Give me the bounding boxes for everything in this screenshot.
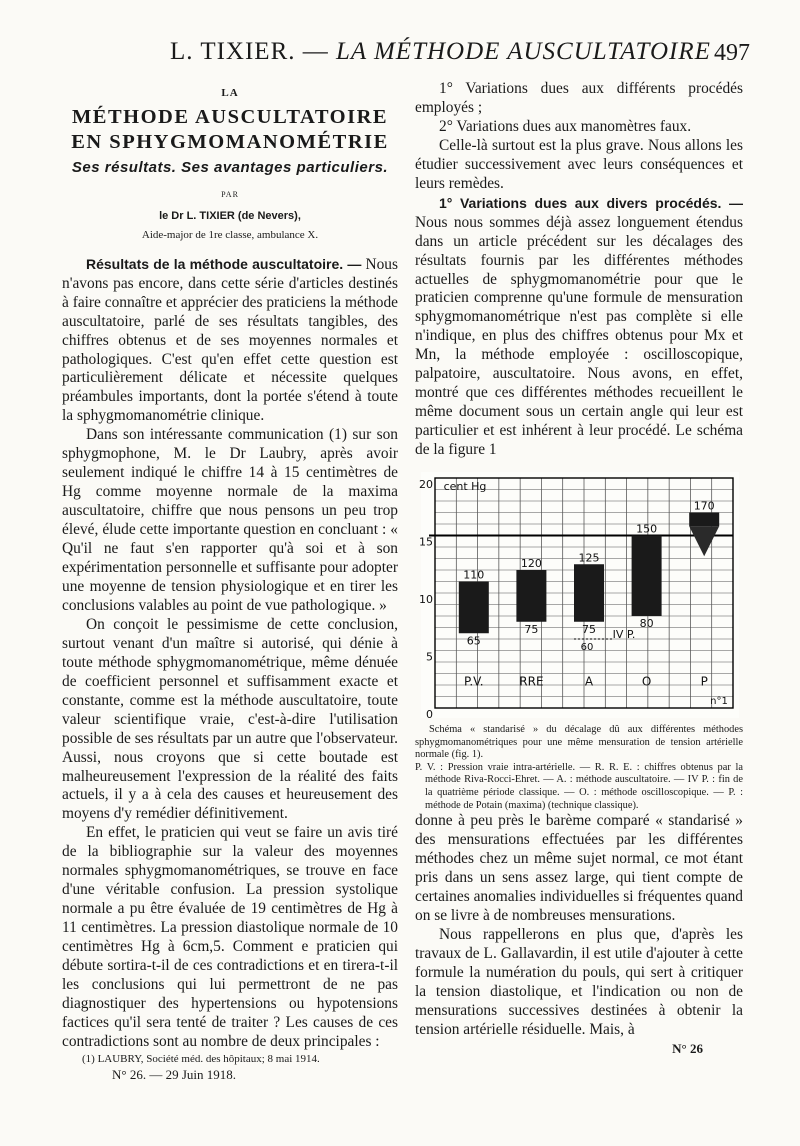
running-dash: — bbox=[302, 38, 329, 65]
article-affiliation: Aide-major de 1re classe, ambulance X. bbox=[141, 228, 319, 241]
caption-main: Schéma « standarisé » du décalage dû aux différentes méthodes sphygmomanométriques pour une même mensuration de tension artérielle normale (fig. 1). bbox=[415, 724, 743, 761]
bar-top-label: 120 bbox=[520, 557, 542, 571]
bar-a bbox=[574, 564, 604, 622]
figure-caption bbox=[415, 724, 743, 812]
bar-pv bbox=[459, 582, 489, 634]
section-heading-variations: 1° Variations dues aux divers procédés. — bbox=[439, 194, 743, 211]
footnote: (1) LAUBRY, Société méd. des hôpitaux; 8 mai 1914. bbox=[82, 1052, 320, 1065]
y-tick-label: 10 bbox=[419, 593, 433, 607]
list-item-2: 2° Variations dues aux manomètres faux. bbox=[439, 117, 692, 135]
bar-bottom-label: 75 bbox=[524, 622, 539, 636]
paragraph-5-text: Nous nous sommes déjà assez longuement étendus dans un article précédent sur les décalages des résultats fournis par les différentes méthodes actuelles de sphygmomanométrie pour que le praticien comprenne qu'une formule de mensuration sphygmomanométrique n'est pas complète si elle n'indique, en plus des chiffres obtenus pour Mx et Mn, la méthode employée : oscilloscopique, palpatoire, auscultatoire. Nous avons, en effet, montré que ces différentes méthodes recueillent le même document sous un certain angle qui leur est particulier et est inhérent à leur procédé. Le schéma de la figure 1 bbox=[415, 213, 743, 459]
paragraph-2: Dans son intéressante communication (1) sur son sphygmophone, M. le Dr Laubry, après avoir seulement indiqué le chiffre 14 à 15 centimètres de Hg comme moyenne normale de la maxima auscultatoire, chiffre que nous pensons un peu trop élevé, élude cette importante question en concluant : « Qu'il ne faut s'en rapporter qu'à soi et à son expérimentation personnelle et suffisante pour adopter une moyenne de tension physiologique et en tirer les conclusions valables au point de vue pathologique. » bbox=[62, 426, 398, 614]
paragraph-5 bbox=[415, 194, 743, 460]
article-title-line1: MÉTHODE AUSCULTATOIRE bbox=[71, 105, 389, 128]
y-tick-label: 15 bbox=[419, 535, 433, 549]
chart-title: cent Hg bbox=[443, 480, 487, 494]
ivp-label: IV P. bbox=[612, 628, 636, 642]
paragraph-4: En effet, le praticien qui veut se faire un avis tiré de la bibliographie sur la valeur des moyennes normales sphygmomanométriques, se trouve en face d'une véritable confusion. La pression systolique normale a pu être évaluée de 19 centimètres de Hg à 11 centimètres. La pression diastolique normale de 10 centimètres Hg à 6cm,5. Comment e praticien qui débute sortira-t-il de ces contradictions et en tirera-t-il les conclusions qui lui permettront de ne pas diagnostiquer des hypertensions ou hypotensions factices qu'il sera tenté de traiter ? Les causes de ces contradictions sont au nombre de deux principales : bbox=[62, 824, 398, 1050]
right-column bbox=[415, 80, 743, 1059]
bar-potain bbox=[689, 513, 719, 527]
bar-top-label: 170 bbox=[693, 499, 715, 513]
paragraph-1 bbox=[62, 255, 398, 427]
figure-1-chart bbox=[419, 472, 739, 722]
bar-bottom-label: 75 bbox=[582, 622, 596, 636]
category-label: A bbox=[584, 674, 594, 689]
article-title-line2: EN SPHYGMOMANOMÉTRIE bbox=[71, 130, 389, 153]
running-author: L. TIXIER. bbox=[170, 38, 296, 65]
paragraph-gravity: Celle-là surtout est la plus grave. Nous allons les étudier successivement avec leurs conséquences et leurs remèdes. bbox=[415, 136, 743, 192]
issue-date: N° 26. — 29 Juin 1918. bbox=[112, 1066, 237, 1082]
bar-top-label: 125 bbox=[578, 551, 600, 565]
article-la: LA bbox=[221, 87, 239, 99]
running-title bbox=[170, 38, 711, 66]
left-column bbox=[62, 80, 398, 1085]
category-label: P bbox=[700, 674, 708, 689]
paragraph-1-text: Nous n'avons pas encore, dans cette série d'articles destinés à faire connaître et apprécier des praticiens la méthode auscultatoire, parlé de ses résultats tangibles, des chiffres obtenus et de ses moyennes normales et pathologiques. C'est qu'en effet cette question est particulièrement délicate et nécessite quelques préambules importants, dont la portée s'étend à toute la sphygmomanométrie clinique. bbox=[62, 255, 398, 425]
category-label: RRE bbox=[519, 674, 544, 689]
bar-potain-taper bbox=[689, 526, 719, 556]
list-item-1: 1° Variations dues aux différents procédés employés ; bbox=[415, 80, 743, 116]
paragraph-7: Nous rappellerons en plus que, d'après les travaux de L. Gallavardin, il est utile d'ajouter à cette formule la numération du pouls, qui sert à critiquer la tension diastolique, et l'indication ou non de mensurations successives destinées à obtenir la tension artérielle résiduelle. Mais, à bbox=[415, 925, 743, 1038]
bar-bottom-label: 80 bbox=[639, 617, 654, 631]
article-subtitle: Ses résultats. Ses avantages particuliers. bbox=[71, 158, 389, 176]
issue-number: N° 26 bbox=[672, 1040, 703, 1056]
bar-rre bbox=[516, 570, 546, 622]
figure-label: n°1 bbox=[710, 696, 728, 708]
article-par: PAR bbox=[221, 189, 239, 199]
paragraph-6: donne à peu près le barème comparé « standarisé » des mensurations effectuées par les différentes méthodes chez un même sujet normal, ce mot étant pris dans un sens assez large, qui tient compte de certaines anomalies individuelles si fréquentes quand on se livre à de nombreuses mensurations. bbox=[415, 812, 743, 924]
y-tick-label: 20 bbox=[419, 478, 433, 492]
bar-o bbox=[632, 536, 662, 617]
section-heading-results: Résultats de la méthode auscultatoire. — bbox=[86, 255, 362, 272]
chart-svg bbox=[419, 472, 739, 722]
bar-top-label: 150 bbox=[636, 522, 658, 536]
category-label: P.V. bbox=[463, 674, 484, 689]
paragraph-3: On conçoit le pessimisme de cette conclusion, surtout venant d'un maître si autorisé, qui dénie à toute méthode sphygmomanométrique, même dénuée de coefficient personnel et suffisamment exacte et constante, comme est la méthode auscultatoire, toute valeur scientifique vraie, c'est-à-dire l'utilisation possible de ses résultats par un autre que l'observateur. Aussi, nous croyons que si cette boutade est malheureusement l'expression de la réalité des faits actuels, il y a à cela des causes et heureusement des moyens d'y remédier définitivement. bbox=[62, 615, 398, 823]
y-tick-label: 5 bbox=[426, 650, 433, 664]
bar-bottom-label: 65 bbox=[466, 634, 481, 648]
page-number: 497 bbox=[714, 40, 750, 66]
caption-legend: P. V. : Pression vraie intra-artérielle. — R. R. E. : chiffres obtenus par la méthode Riva-Rocci-Ehret. — A. : méthode auscultatoire. — IV P. : fin de la quatrième période classique. — O. : méthode oscilloscopique. — P. : méthode de Potain (maxima) (technique classique). bbox=[415, 761, 743, 811]
ivp-value-label: 60 bbox=[580, 642, 594, 654]
bar-top-label: 110 bbox=[463, 568, 485, 582]
running-head bbox=[60, 38, 750, 78]
running-title-text: LA MÉTHODE AUSCULTATOIRE bbox=[336, 38, 711, 65]
y-tick-label: 0 bbox=[426, 708, 433, 722]
article-author: le Dr L. TIXIER (de Nevers), bbox=[159, 209, 301, 222]
category-label: O bbox=[641, 674, 652, 689]
